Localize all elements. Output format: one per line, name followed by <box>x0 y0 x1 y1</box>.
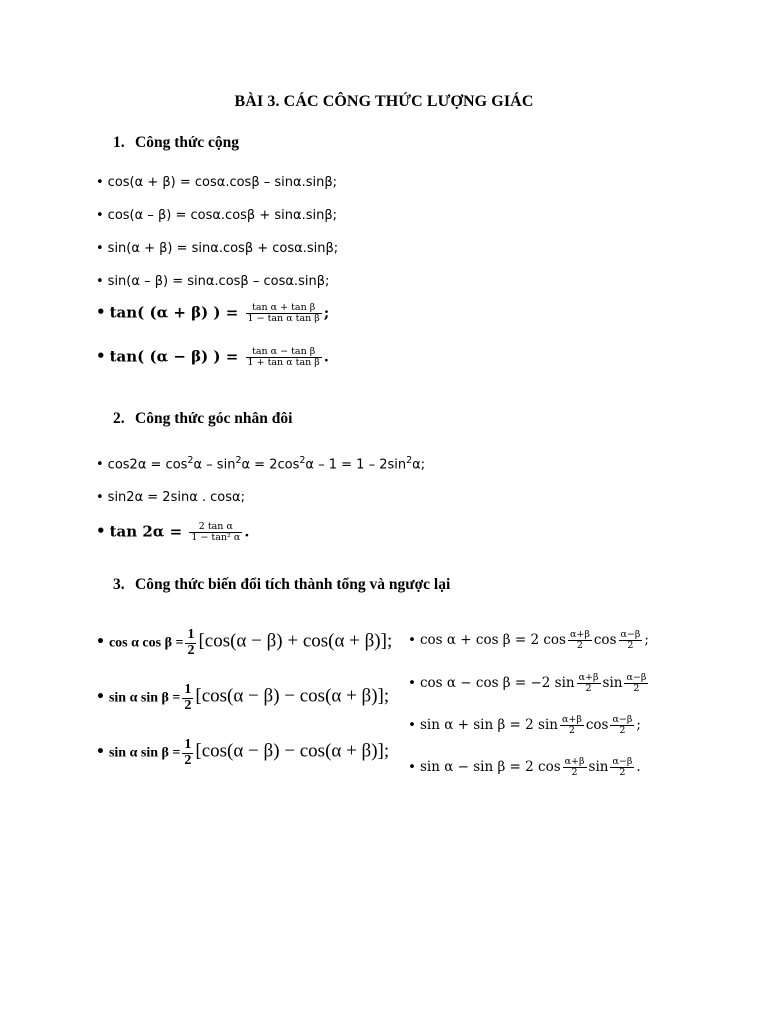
bullet-icon: • <box>96 208 104 223</box>
section-heading-3 <box>113 576 450 594</box>
bullet-icon: • <box>96 175 104 190</box>
formula-sin-double: • sin2α = 2sinα . cosα; <box>96 490 245 505</box>
section-title: Công thức góc nhân đôi <box>135 410 293 427</box>
formula-tan-double: • tan 2α = $\frac{\text{2 tan α}}{\text{1 − tan² α}}$ . <box>96 521 250 543</box>
bullet-icon: • <box>408 674 416 691</box>
formula-cos-cos-product: • cos α cos β = $\frac{1}{2}$ [cos(α − β) + cos(α + β)]; <box>96 627 393 658</box>
bullet-icon: • <box>96 522 106 541</box>
section-heading-2 <box>113 410 292 428</box>
section-title: Công thức biến đổi tích thành tổng và ngược lại <box>135 576 451 593</box>
formula-cos-diff: • cos(α – β) = cosα.cosβ + sinα.sinβ; <box>96 208 338 223</box>
bullet-icon: • <box>96 347 106 366</box>
formula-cos-sum: • cos(α + β) = cosα.cosβ – sinα.sinβ; <box>96 175 338 190</box>
formula-sin-sin-product-2: • sin α sin β = $\frac{1}{2}$ [cos(α − β) − cos(α + β)]; <box>96 737 390 768</box>
bullet-icon: • <box>96 744 105 761</box>
bullet-icon: • <box>96 457 104 473</box>
formula-sin-plus-sin: • sin α + sin β = 2 sin $\frac{\alpha+\beta}{2}$ cos $\frac{\alpha-\beta}{2}$ ; <box>408 714 641 736</box>
bullet-icon: • <box>408 631 416 648</box>
bullet-icon: • <box>408 716 416 733</box>
section-number: 3. <box>113 576 125 593</box>
bullet-icon: • <box>96 274 104 289</box>
page-title: BÀI 3. CÁC CÔNG THỨC LƯỢNG GIÁC <box>234 93 534 110</box>
formula-cos-double: • $\cos 2\alpha = \cos^2\alpha - \sin^2\alpha = 2\cos^2\alpha - 1 = 1 - 2\sin^2\alpha$; <box>96 455 426 473</box>
section-heading-1 <box>113 134 239 152</box>
section-number: 1. <box>113 134 125 151</box>
bullet-icon: • <box>96 634 105 651</box>
formula-tan-diff: • tan( (α − β) ) = $\frac{\text{tan α − tan β}}{\text{1 + tan α tan β}}$ . <box>96 346 329 368</box>
formula-cos-minus-cos: • cos α − cos β = −2 sin $\frac{\alpha+\beta}{2}$ sin $\frac{\alpha-\beta}{2}$ <box>408 672 647 694</box>
formula-cos-plus-cos: • cos α + cos β = 2 cos $\frac{\alpha+\beta}{2}$ cos $\frac{\alpha-\beta}{2}$ ; <box>408 629 649 651</box>
bullet-icon: • <box>96 241 104 256</box>
formula-sin-diff: • sin(α – β) = sinα.cosβ – cosα.sinβ; <box>96 274 330 289</box>
section-number: 2. <box>113 410 125 427</box>
formula-sin-sin-product-1: • sin α sin β = $\frac{1}{2}$ [cos(α − β) − cos(α + β)]; <box>96 682 390 713</box>
bullet-icon: • <box>96 689 105 706</box>
formula-sin-sum: • sin(α + β) = sinα.cosβ + cosα.sinβ; <box>96 241 339 256</box>
bullet-icon: • <box>96 490 104 505</box>
formula-sin-minus-sin: • sin α − sin β = 2 cos $\frac{\alpha+\beta}{2}$ sin $\frac{\alpha-\beta}{2}$ . <box>408 756 641 778</box>
formula-tan-sum: • tan( (α + β) ) = $\frac{\text{tan α + tan β}}{\text{1 − tan α tan β}}$ ; <box>96 302 330 324</box>
section-title: Công thức cộng <box>135 134 240 151</box>
bullet-icon: • <box>96 303 106 322</box>
bullet-icon: • <box>408 758 416 775</box>
